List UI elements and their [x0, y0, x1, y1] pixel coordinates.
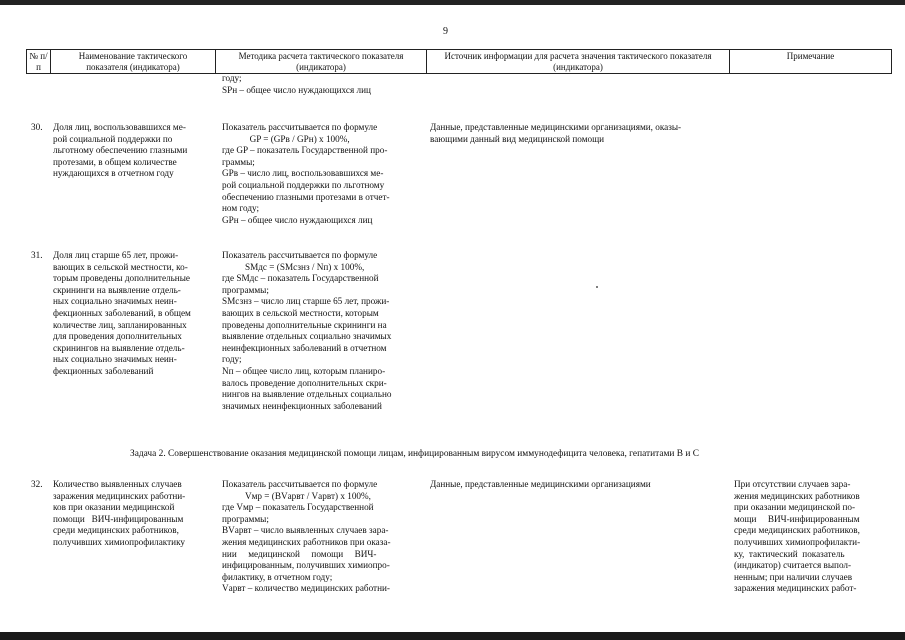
row-30-source: Данные, представленные медицинскими организациями, оказы- вающими данный вид медицинской помощи	[430, 122, 682, 144]
top-border	[0, 0, 905, 5]
task-2-heading: Задача 2. Совершенствование оказания медицинской помощи лицам, инфицированным вирусом иммунодефицита человека, гепатитами B и C	[130, 449, 699, 459]
row-32-method: Показатель рассчитывается по формуле Vмр = (BVарвт / Vарвт) x 100%, где Vмр – показатель Государственной программы; BVарвт – число выявленных случаев зара- жения медицинских работников при оказа- нии медицинской помощи ВИЧ- инфицированным, получивших химиопро- филактику, в отчетном году; Vарвт – количество медицинских работни-	[222, 479, 391, 594]
page-number: 9	[443, 26, 448, 37]
row-32-note: При отсутствии случаев зара- жения медицинских работников при оказании медицинской по- мощи ВИЧ-инфицированным среди медицинских работников, получивших химиопрофилакти- ку, тактический показатель (индикатор) считается выпол- ненным; при наличии случаев заражения медицинских работ-	[734, 479, 861, 594]
row-32-number: 32.	[31, 479, 43, 489]
row-30-number: 30.	[31, 122, 43, 132]
row-32-source: Данные, представленные медицинскими организациями	[430, 479, 651, 489]
row-31-name: Доля лиц старше 65 лет, прожи- вающих в сельской местности, ко- торым проведены дополнительные скрининги на выявление отдель- ных социально значимых неин- фекционных заболеваний, в общем количестве лиц, запланированных для проведения дополнительных скринингов на выявление отдель- ных социально значимых неин- фекционных заболеваний	[53, 250, 191, 376]
scan-speck	[596, 286, 598, 288]
row-31-number: 31.	[31, 250, 43, 260]
row-32-name: Количество выявленных случаев заражения медицинских работни- ков при оказании медицинской помощи ВИЧ-инфицированным среди медицинских работников, получивших химиопрофилактику	[53, 479, 186, 547]
header-col-note: Примечание	[729, 49, 892, 74]
header-col-num: № п/п	[26, 49, 51, 74]
header-col-name: Наименование тактического показателя (индикатора)	[50, 49, 216, 74]
header-col-method: Методика расчета тактического показателя (индикатора)	[215, 49, 427, 74]
header-col-source: Источник информации для расчета значения тактического показателя (индикатора)	[426, 49, 730, 74]
continuation-method: году; SPн – общее число нуждающихся лиц	[222, 73, 371, 95]
bottom-border	[0, 632, 905, 640]
row-30-method: Показатель рассчитывается по формуле GP = (GPв / GPн) x 100%, где GP – показатель Государственной про- граммы; GPв – число лиц, воспользовавшихся ме- рой социальной поддержки по льготному обеспечению глазными протезами в отчет- ном году; GPн – общее число нуждающихся лиц	[222, 122, 390, 225]
row-31-method: Показатель рассчитывается по формуле SMдс = (SMсзнз / Nп) x 100%, где SMдс – показатель Государственной программы; SMсзнз – число лиц старше 65 лет, прожи- вающих в сельской местности, которым проведены дополнительные скрининги на выявление отдельных социально значимых неинфекционных заболеваний в отчетном году; Nп – общее число лиц, которым планиро- валось проведение дополнительных скри- нингов на выявление отдельных социально значимых неинфекционных заболеваний	[222, 250, 392, 411]
row-30-name: Доля лиц, воспользовавшихся ме- рой социальной поддержки по льготному обеспечению глазными протезами, в общем количестве нуждающихся в отчетном году	[53, 122, 188, 179]
